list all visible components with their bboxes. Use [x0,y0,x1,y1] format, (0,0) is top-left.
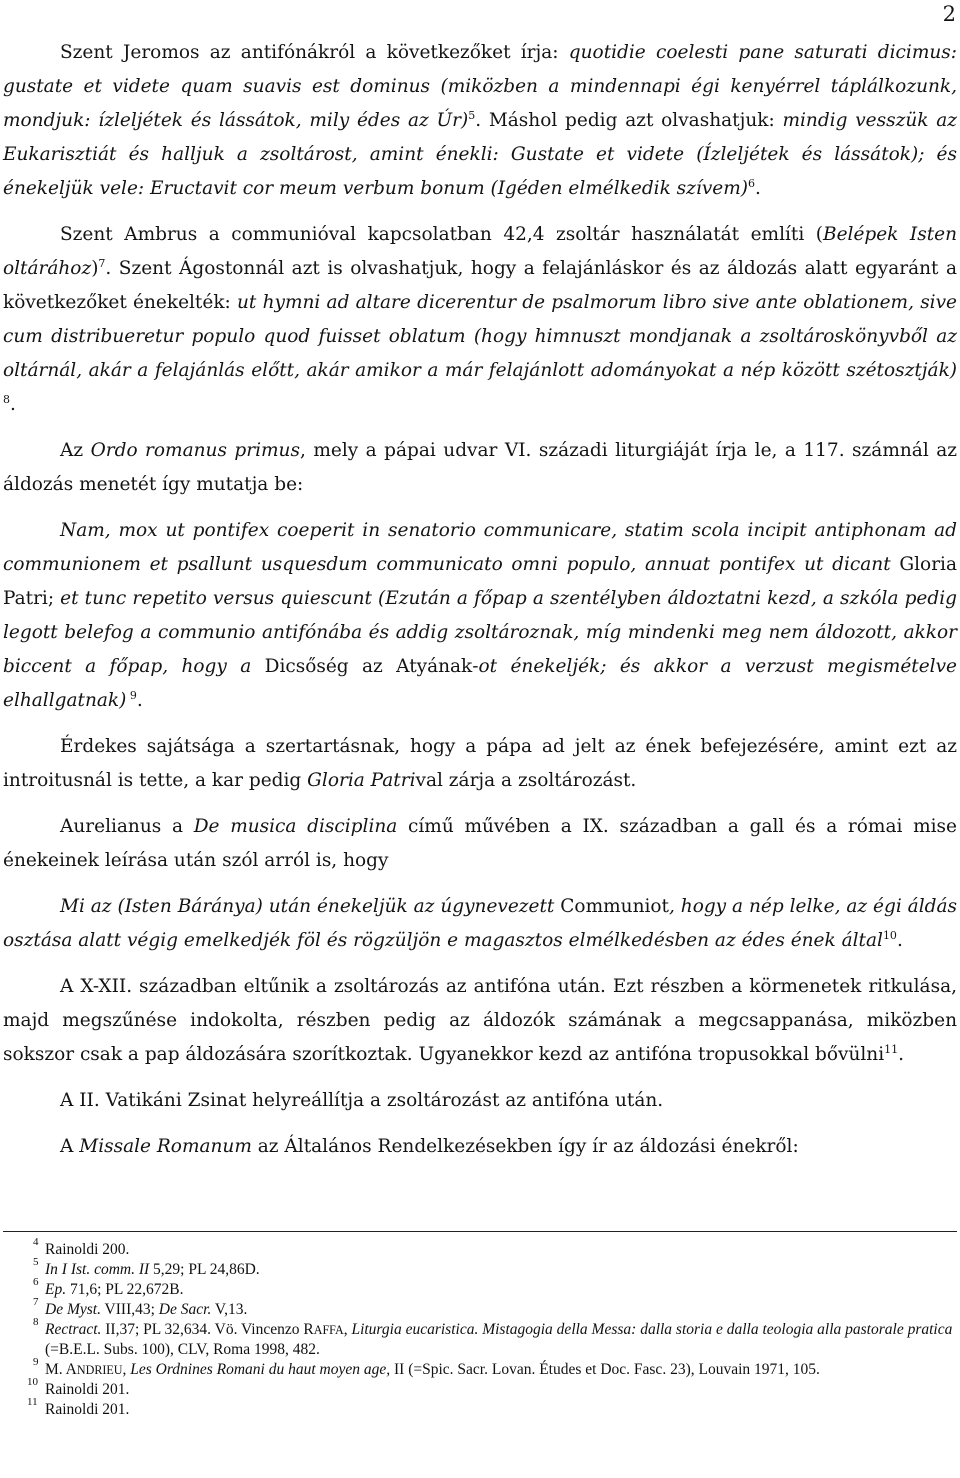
italic-text: Liturgia eucaristica. Mistagogia della Messa: dalla storia e dalla teologia alla pastorale pratica [351,1321,953,1338]
paragraph [3,1130,957,1164]
text-run: Érdekes sajátsága a szertartásnak, hogy a pápa ad jelt az ének befejezésére, amint ezt az introitusnál is tette, a kar pedig [3,736,957,791]
paragraph [3,218,957,422]
footnotes [3,1236,957,1420]
footnote-ref: 7 [98,256,106,270]
footnote-ref: 11 [884,1042,899,1056]
paragraph [3,1084,957,1118]
footnote-text [45,1301,247,1318]
italic-text: Ordo romanus primus [90,440,300,461]
text-run: II (=Spic. Sacr. Lovan. Études et Doc. Fasc. 23), Louvain 1971, 105. [390,1361,820,1378]
paragraph [3,434,957,502]
text-run: . [898,1044,904,1065]
text-run: Rainoldi 201. [45,1381,130,1398]
footnote-text [45,1381,129,1398]
footnote [3,1356,957,1380]
text-run: Rainoldi 201. [45,1401,130,1418]
footnote-number: 9 [33,1356,39,1368]
footnote-number: 4 [33,1236,39,1248]
italic-text: Nam, mox ut pontifex coeperit in senatorio communicare, statim scola incipit antiphonam ad communionem et psallunt usquesdum communicato omni populo, annuat pontifex ut dicant [3,520,957,575]
text-run: val zárja a zsoltározást. [415,770,637,791]
quotation [3,514,957,718]
text-run: Szent Jeromos az antifónákról a következőket írja: [60,42,569,63]
footnote-number: 5 [33,1256,39,1268]
text-run: . [755,178,761,199]
text-run: Szent Ambrus a communióval kapcsolatban 42,4 zsoltár használatát említi ( [60,224,823,245]
italic-text: -ot énekeljék; és akkor a verzust megismételve elhallgatnak) [3,656,957,711]
body-text [3,36,957,1176]
small-caps-text: NDRIEU [76,1363,123,1377]
footnote-number: 10 [27,1376,38,1388]
italic-text: , hogy a nép lelke, az égi áldás osztása alatt végig emelkedjék föl és rögzüljön e magasztos elmélkedésben az édes ének által [3,896,957,951]
text-run: V,13. [211,1301,248,1318]
footnote [3,1316,957,1360]
footnote-ref: 9 [126,688,137,702]
small-caps-text: AFFA [313,1323,344,1337]
text-run: Gloria Patri; [3,554,957,609]
text-run: 5,29; PL 24,86D. [149,1261,260,1278]
text-run: . [896,930,903,951]
text-run: (=B.E.L. Subs. 100), CLV, Roma 1998, 482. [45,1341,320,1358]
footnote-ref: 6 [748,176,755,190]
italic-text: Gloria Patri [307,770,416,791]
italic-text: Missale Romanum [79,1136,252,1157]
footnote-ref: 10 [882,928,897,942]
footnote [3,1376,957,1400]
footnote-ref: 8 [3,392,10,406]
text-run: az Általános Rendelkezésekben így ír az áldozási énekről: [251,1136,799,1157]
italic-text: Belépek Isten oltárához [3,224,957,279]
text-run: Rainoldi 200. [45,1241,130,1258]
text-run: II,37; PL 32,634. Vö. Vincenzo R [101,1321,314,1338]
footnote-text [45,1361,820,1378]
footnote-number: 11 [27,1396,38,1408]
footnote-text [45,1261,260,1278]
text-run: A [60,1136,80,1157]
text-run: Az [60,440,91,461]
text-run: . Szent Ágostonnál azt is olvashatjuk, hogy a felajánláskor és az áldozás alatt egyaránt a következőket énekelték: [3,258,957,313]
footnote [3,1236,957,1260]
text-run: , mely a pápai udvar VI. századi liturgiáját írja le, a 117. számnál az áldozás menetét így mutatja be: [3,440,957,495]
paragraph [3,970,957,1072]
footnote-text [45,1281,184,1298]
text-run: . [10,394,16,415]
footnote-text [45,1241,129,1258]
italic-text: Ep. [45,1281,67,1298]
footnote [3,1276,957,1300]
italic-text: Mi az (Isten Bárányа) után énekeljük az úgynevezett [60,896,555,917]
footnote [3,1256,957,1280]
text-run: . Máshol pedig azt olvashatjuk: [475,110,783,131]
italic-text: De Sacr. [158,1301,212,1318]
italic-text: Rectract. [45,1321,102,1338]
italic-text: ut hymni ad altare dicerentur de psalmorum libro sive ante oblationem, sive cum distribueretur populo quod fuisset oblatum (hogy himnuszt mondjanak a zsoltároskönyvből az oltárnál, akár a felajánlás előtt, akár amikor a már felajánlott adományokat a nép között szétosztják) [3,292,958,381]
footnote-number: 8 [33,1316,39,1328]
footnote [3,1396,957,1420]
footnote [3,1296,957,1320]
paragraph [3,810,957,878]
text-run: VIII,43; [100,1301,159,1318]
footnote-number: 6 [33,1276,39,1288]
italic-text: In I Ist. comm. II [45,1261,150,1278]
text-run: Aurelianus a [60,816,194,837]
italic-text: mindig vesszük az Eukarisztiát és halljuk a zsoltárost, amint énekli: Gustate et videte (Ízleljétek és lássátok); és énekeljük vele: Eructavit cor meum verbum bonum (Igéden elmélkedik szívem) [3,110,957,199]
footnote-text [45,1401,129,1418]
paragraph [3,36,957,206]
text-run: című művében a IX. században a gall és a római mise énekeinek leírása után szól arról is, hogy [3,816,958,871]
text-run: A X-XII. században eltűnik a zsoltározás az antifóna után. Ezt részben a körmenetek ritkulása, majd megszűnése indokolta, részben pedig az áldozók számának a megcsappanása, miközben sokszor csak a pap áldozására szorítkoztak. Ugyanekkor kezd az antifóna tropusokkal bővülni [3,976,957,1065]
paragraph [3,730,957,798]
italic-text: et tunc repetito versus quiescunt (Ezután a főpap a szentélyben áldoztatni kezd, a szkóla pedig legott belefog a communio antifónába és addig zsoltároznak, míg mindenki meg nem áldozott, akkor biccent a főpap, hogy a [3,588,957,677]
footnote-number: 7 [33,1296,39,1308]
text-run: Dicsőség az Atyának [251,656,473,677]
italic-text: De musica disciplina [193,816,398,837]
italic-text: De Myst. [45,1301,101,1318]
text-run: . [136,690,143,711]
text-run: A II. Vatikáni Zsinat helyreállítja a zsoltározást az antifóna után. [60,1090,664,1111]
footnote-ref: 5 [468,108,476,122]
text-run: , [343,1321,352,1338]
text-run: 71,6; PL 22,672B. [66,1281,184,1298]
text-run: , [122,1361,131,1378]
page-number: 2 [942,2,956,26]
footnote-text [45,1321,952,1358]
text-run: Communiot [554,896,669,917]
italic-text: Les Ordnines Romani du haut moyen age, [130,1361,391,1378]
text-run: ) [91,258,99,279]
italic-text: quotidie coelesti pane saturati dicimus: gustate et videte quam suavis est dominus (miközben a mindennapi égi kenyérrel táplálkozunk, mondjuk: ízleljétek és lássátok, mily édes az Úr) [3,42,958,131]
quotation [3,890,957,958]
footnote-divider [3,1231,957,1232]
text-run: M. A [45,1361,77,1378]
